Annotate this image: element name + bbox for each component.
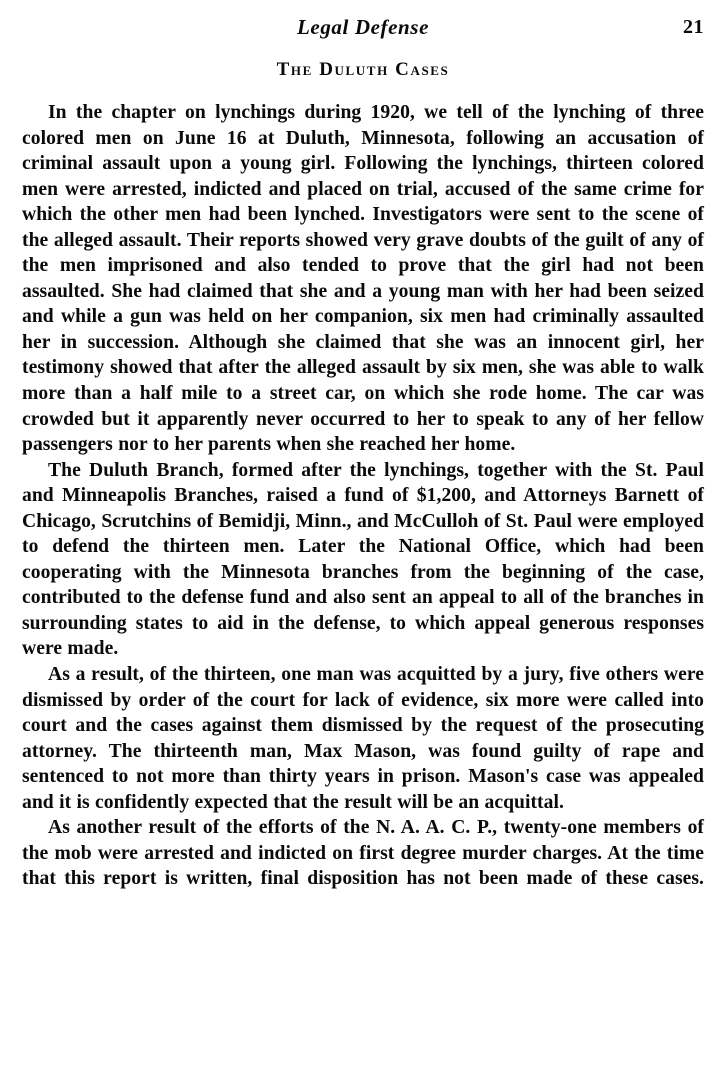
paragraph: As another result of the efforts of the N. A. A. C. P., twenty-one members of the mob were arrested and indicted on first degree murder charges. At the time that this report is written, final disposition has not been made of these cases. (22, 817, 704, 890)
paragraph: In the chapter on lynchings during 1920, we tell of the lynching of three colored men on June 16 at Duluth, Minnesota, following an accusation of criminal assault upon a young girl. Following the lynchings, thirteen colored men were arrested, indicted and placed on trial, accused of the same crime for which the other men had been lynched. Investigators were sent to the scene of the alleged assault. Their reports showed very grave doubts of the guilt of any of the men imprisoned and also tended to prove that the girl had not been assaulted. She had claimed that she and a young man with her had been seized and while a gun was held on her companion, six men had criminally assaulted her in succession. Although she claimed that she was an innocent girl, her testimony showed that after the alleged assault by six men, she was able to walk more than a half mile to a street car, on which she rode home. The car was crowded but it apparently never occurred to her to speak to any of her fellow passengers nor to her parents when she reached her home. (22, 102, 704, 456)
section-heading: The Duluth Cases (276, 59, 450, 80)
running-head-title: Legal Defense (296, 15, 429, 39)
running-head (22, 14, 704, 40)
body-text (22, 100, 704, 918)
page-number: 21 (683, 16, 704, 38)
paragraph: The Duluth Branch, formed after the lynchings, together with the St. Paul and Minneapolis Branches, raised a fund of $1,200, and Attorneys Barnett of Chicago, Scrutchins of Bemidji, Minn., and McCulloh of St. Paul were employed to defend the thirteen men. Later the National Office, which had been cooperating with the Minnesota branches from the beginning of the case, contributed to the defense fund and also sent an appeal to all of the branches in surrounding states to aid in the defense, to which appeal generous responses were made. (22, 459, 704, 660)
paragraph: As a result, of the thirteen, one man was acquitted by a jury, five others were dismissed by order of the court for lack of evidence, six more were called into court and the cases against them dismissed by the request of the prosecuting attorney. The thirteenth man, Max Mason, was found guilty of rape and sentenced to not more than thirty years in prison. Mason's case was appealed and it is confidently expected that the result will be an acquittal. (22, 664, 704, 813)
